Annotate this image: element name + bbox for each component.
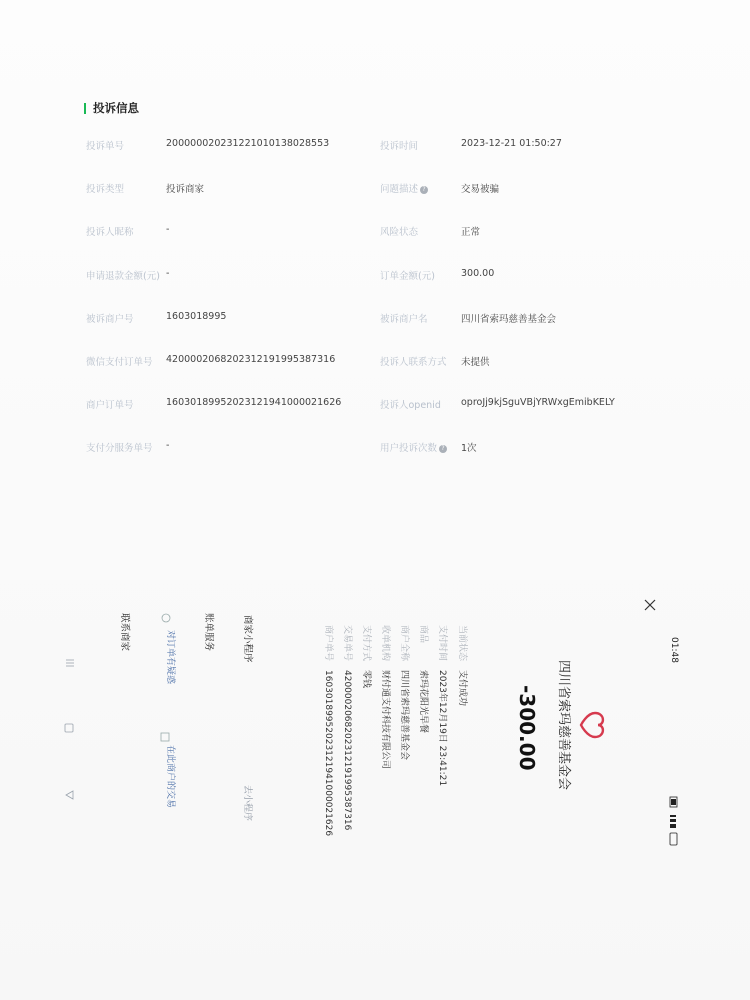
label-contact-method: 投诉人联系方式 [380,357,447,368]
nav-home-icon[interactable] [65,724,73,732]
detail-value-time: 2023年12月19日 23:41:21 [437,670,447,787]
detail-key-txn-no: 交易单号 [342,625,352,662]
detail-value-method: 零钱 [361,670,371,689]
value-openid: oproJj9kjSguVBjYRWxgEmibKELY [461,397,615,408]
value-payscore-no: - [166,440,170,451]
detail-value-merchant: 四川省索玛慈善基金会 [399,670,409,761]
value-complaint-no: 200000020231221010138028553 [166,138,330,149]
value-complaint-type: 投诉商家 [166,184,205,195]
detail-key-goods: 商品 [418,625,428,644]
value-problem-desc: 交易被骗 [461,184,500,195]
section-title-text: 投诉信息 [93,101,139,115]
detail-key-method: 支付方式 [361,625,371,662]
help-icon[interactable]: ? [420,186,428,194]
detail-key-merchant: 商户全称 [399,625,409,662]
value-risk-status: 正常 [461,227,481,238]
mini-program-label: 商家小程序 [242,615,253,663]
value-order-amount: 300.00 [461,268,495,279]
bill-service-title: 账单服务 [203,613,214,652]
value-merchant-id: 1603018995 [166,311,227,322]
detail-value-txn-no: 4200002068202312191995387316 [342,670,352,831]
payment-receipt-screenshot [60,585,700,885]
detail-value-goods: 索玛花阳光早餐 [418,670,428,734]
service-doubt-label: 对订单有疑惑 [165,630,175,685]
value-complaint-count: 1次 [461,443,477,454]
value-refund-amount: - [166,268,170,279]
label-complaint-time: 投诉时间 [380,141,419,152]
detail-value-acquirer: 财付通支付科技有限公司 [380,670,390,770]
payment-amount: -300.00 [515,685,539,771]
detail-key-time: 支付时间 [437,625,447,662]
value-complaint-time: 2023-12-21 01:50:27 [461,138,562,149]
signal-battery-icon [670,797,677,845]
detail-keys [323,625,469,662]
label-order-amount: 订单金额(元) [380,271,435,282]
nav-back-icon[interactable] [66,791,73,799]
detail-key-status: 当前状态 [457,625,467,662]
label-complaint-count [380,440,447,454]
detail-values [323,670,469,836]
status-time: 01:48 [669,637,679,663]
value-contact-method: 未提供 [461,357,490,368]
label-complainant-nickname: 投诉人昵称 [86,227,134,238]
value-merchant-name: 四川省索玛慈善基金会 [461,314,557,325]
label-problem-desc-text: 问题描述 [380,184,419,195]
help-icon[interactable]: ? [439,445,447,453]
label-payscore-no: 支付分服务单号 [86,443,153,454]
value-complainant-nickname: - [166,224,170,235]
merchant-name: 四川省索玛慈善基金会 [556,660,571,791]
value-wechat-order-no: 4200002068202312191995387316 [166,354,336,365]
label-complaint-count-text: 用户投诉次数 [380,443,438,454]
label-openid: 投诉人openid [380,400,441,411]
detail-value-status: 支付成功 [457,670,467,707]
label-refund-amount: 申请退款金额(元) [86,271,160,282]
contact-merchant[interactable]: 联系商家 [119,613,130,652]
label-merchant-name: 被诉商户名 [380,314,428,325]
value-merchant-order-no: 16030189952023121941000021626 [166,397,342,408]
service-history-label: 在此商户的交易 [165,745,175,809]
service-history-button[interactable] [161,733,177,808]
nav-menu-icon[interactable] [66,660,74,666]
label-complaint-no: 投诉单号 [86,141,125,152]
label-merchant-id: 被诉商户号 [86,314,134,325]
title-accent-bar [84,103,86,114]
section-title [84,100,139,116]
label-wechat-order-no: 微信支付订单号 [86,357,153,368]
detail-key-acquirer: 收单机构 [380,625,390,662]
service-doubt-button[interactable] [162,614,177,684]
label-complaint-type: 投诉类型 [86,184,125,195]
mini-program-link[interactable]: 去小程序 [242,785,252,822]
detail-key-merchant-no: 商户单号 [323,625,333,662]
label-merchant-order-no: 商户订单号 [86,400,134,411]
merchant-logo-icon [581,713,603,737]
detail-value-merchant-no: 16030189952023121941000021626 [323,670,333,837]
label-problem-desc [380,181,428,195]
label-risk-status: 风险状态 [380,227,419,238]
close-icon[interactable] [645,600,655,610]
